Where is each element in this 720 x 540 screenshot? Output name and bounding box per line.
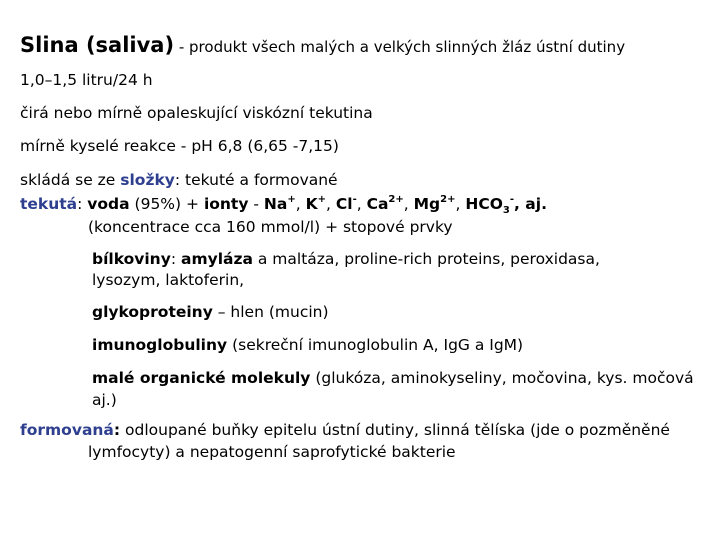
immunoglobulins-label: imunoglobuliny xyxy=(92,336,228,354)
liquid-label: tekutá xyxy=(20,195,78,213)
formed-line: formovaná: odloupané buňky epitelu ústní dutiny, slinná tělíska (jde o pozměněné xyxy=(20,421,670,439)
formed-label: formovaná xyxy=(20,421,114,439)
organic-line-2: aj.) xyxy=(92,391,117,409)
formed-line-2: lymfocyty) a nepatogenní saprofytické bakterie xyxy=(88,443,456,461)
liquid-tail: , aj. xyxy=(514,195,547,213)
appearance-line: čirá nebo mírně opaleskující viskózní tekutina xyxy=(20,104,373,122)
composition-line xyxy=(20,171,338,189)
title-description: - produkt všech malých a velkých slinných žláz ústní dutiny xyxy=(174,38,626,56)
ion-ca: $Ca^{2+}$ xyxy=(366,194,404,213)
liquid-colon: : xyxy=(77,195,88,213)
composition-text-c: : tekuté a formované xyxy=(174,171,338,189)
concentration-line: (koncentrace cca 160 mmol/l) + stopové prvky xyxy=(88,218,453,236)
ion-mg: $Mg^{2+}$ xyxy=(413,194,456,213)
ion-k: K+ xyxy=(305,194,326,213)
glycoproteins-label: glykoproteiny xyxy=(92,303,213,321)
amylase-label: amyláza xyxy=(180,250,253,268)
organic-line: malé organické molekuly (glukóza, aminokyseliny, močovina, kys. močová xyxy=(92,369,694,387)
composition-text-a: skládá se ze xyxy=(20,171,121,189)
reaction-line: mírně kyselé reakce - pH 6,8 (6,65 -7,15) xyxy=(20,137,339,155)
water-percent: (95%) + xyxy=(129,195,204,213)
composition-keyword: složky xyxy=(120,171,175,189)
ion-na: Na+ xyxy=(263,194,296,213)
organic-label: malé organické molekuly xyxy=(92,369,311,387)
proteins-line: bílkoviny: amyláza a maltáza, proline-rich proteins, peroxidasa, xyxy=(92,250,600,268)
ions-dash: - xyxy=(248,195,264,213)
ion-cl: Cl- xyxy=(335,194,357,213)
proteins-list: a maltáza, proline-rich proteins, peroxidasa, xyxy=(252,250,600,268)
water-label: voda xyxy=(87,195,130,213)
ion-hco3: $HCO_3^-$ xyxy=(465,194,515,216)
title-main: Slina (saliva) xyxy=(20,33,175,57)
proteins-line-2: lysozym, laktoferin, xyxy=(92,271,245,289)
liquid-line: tekutá: voda (95%) + ionty - Na+, K+, Cl-, $Ca^{2+}$, $Mg^{2+}$, $HCO_3^-$, aj. xyxy=(20,194,547,216)
immunoglobulins-line: imunoglobuliny (sekreční imunoglobulin A, IgG a IgM) xyxy=(92,336,524,354)
glycoproteins-line: glykoproteiny – hlen (mucin) xyxy=(92,303,329,321)
ions-label: ionty xyxy=(203,195,249,213)
volume-line: 1,0–1,5 litru/24 h xyxy=(20,71,153,89)
page-title xyxy=(20,33,626,57)
proteins-label: bílkoviny xyxy=(92,250,171,268)
